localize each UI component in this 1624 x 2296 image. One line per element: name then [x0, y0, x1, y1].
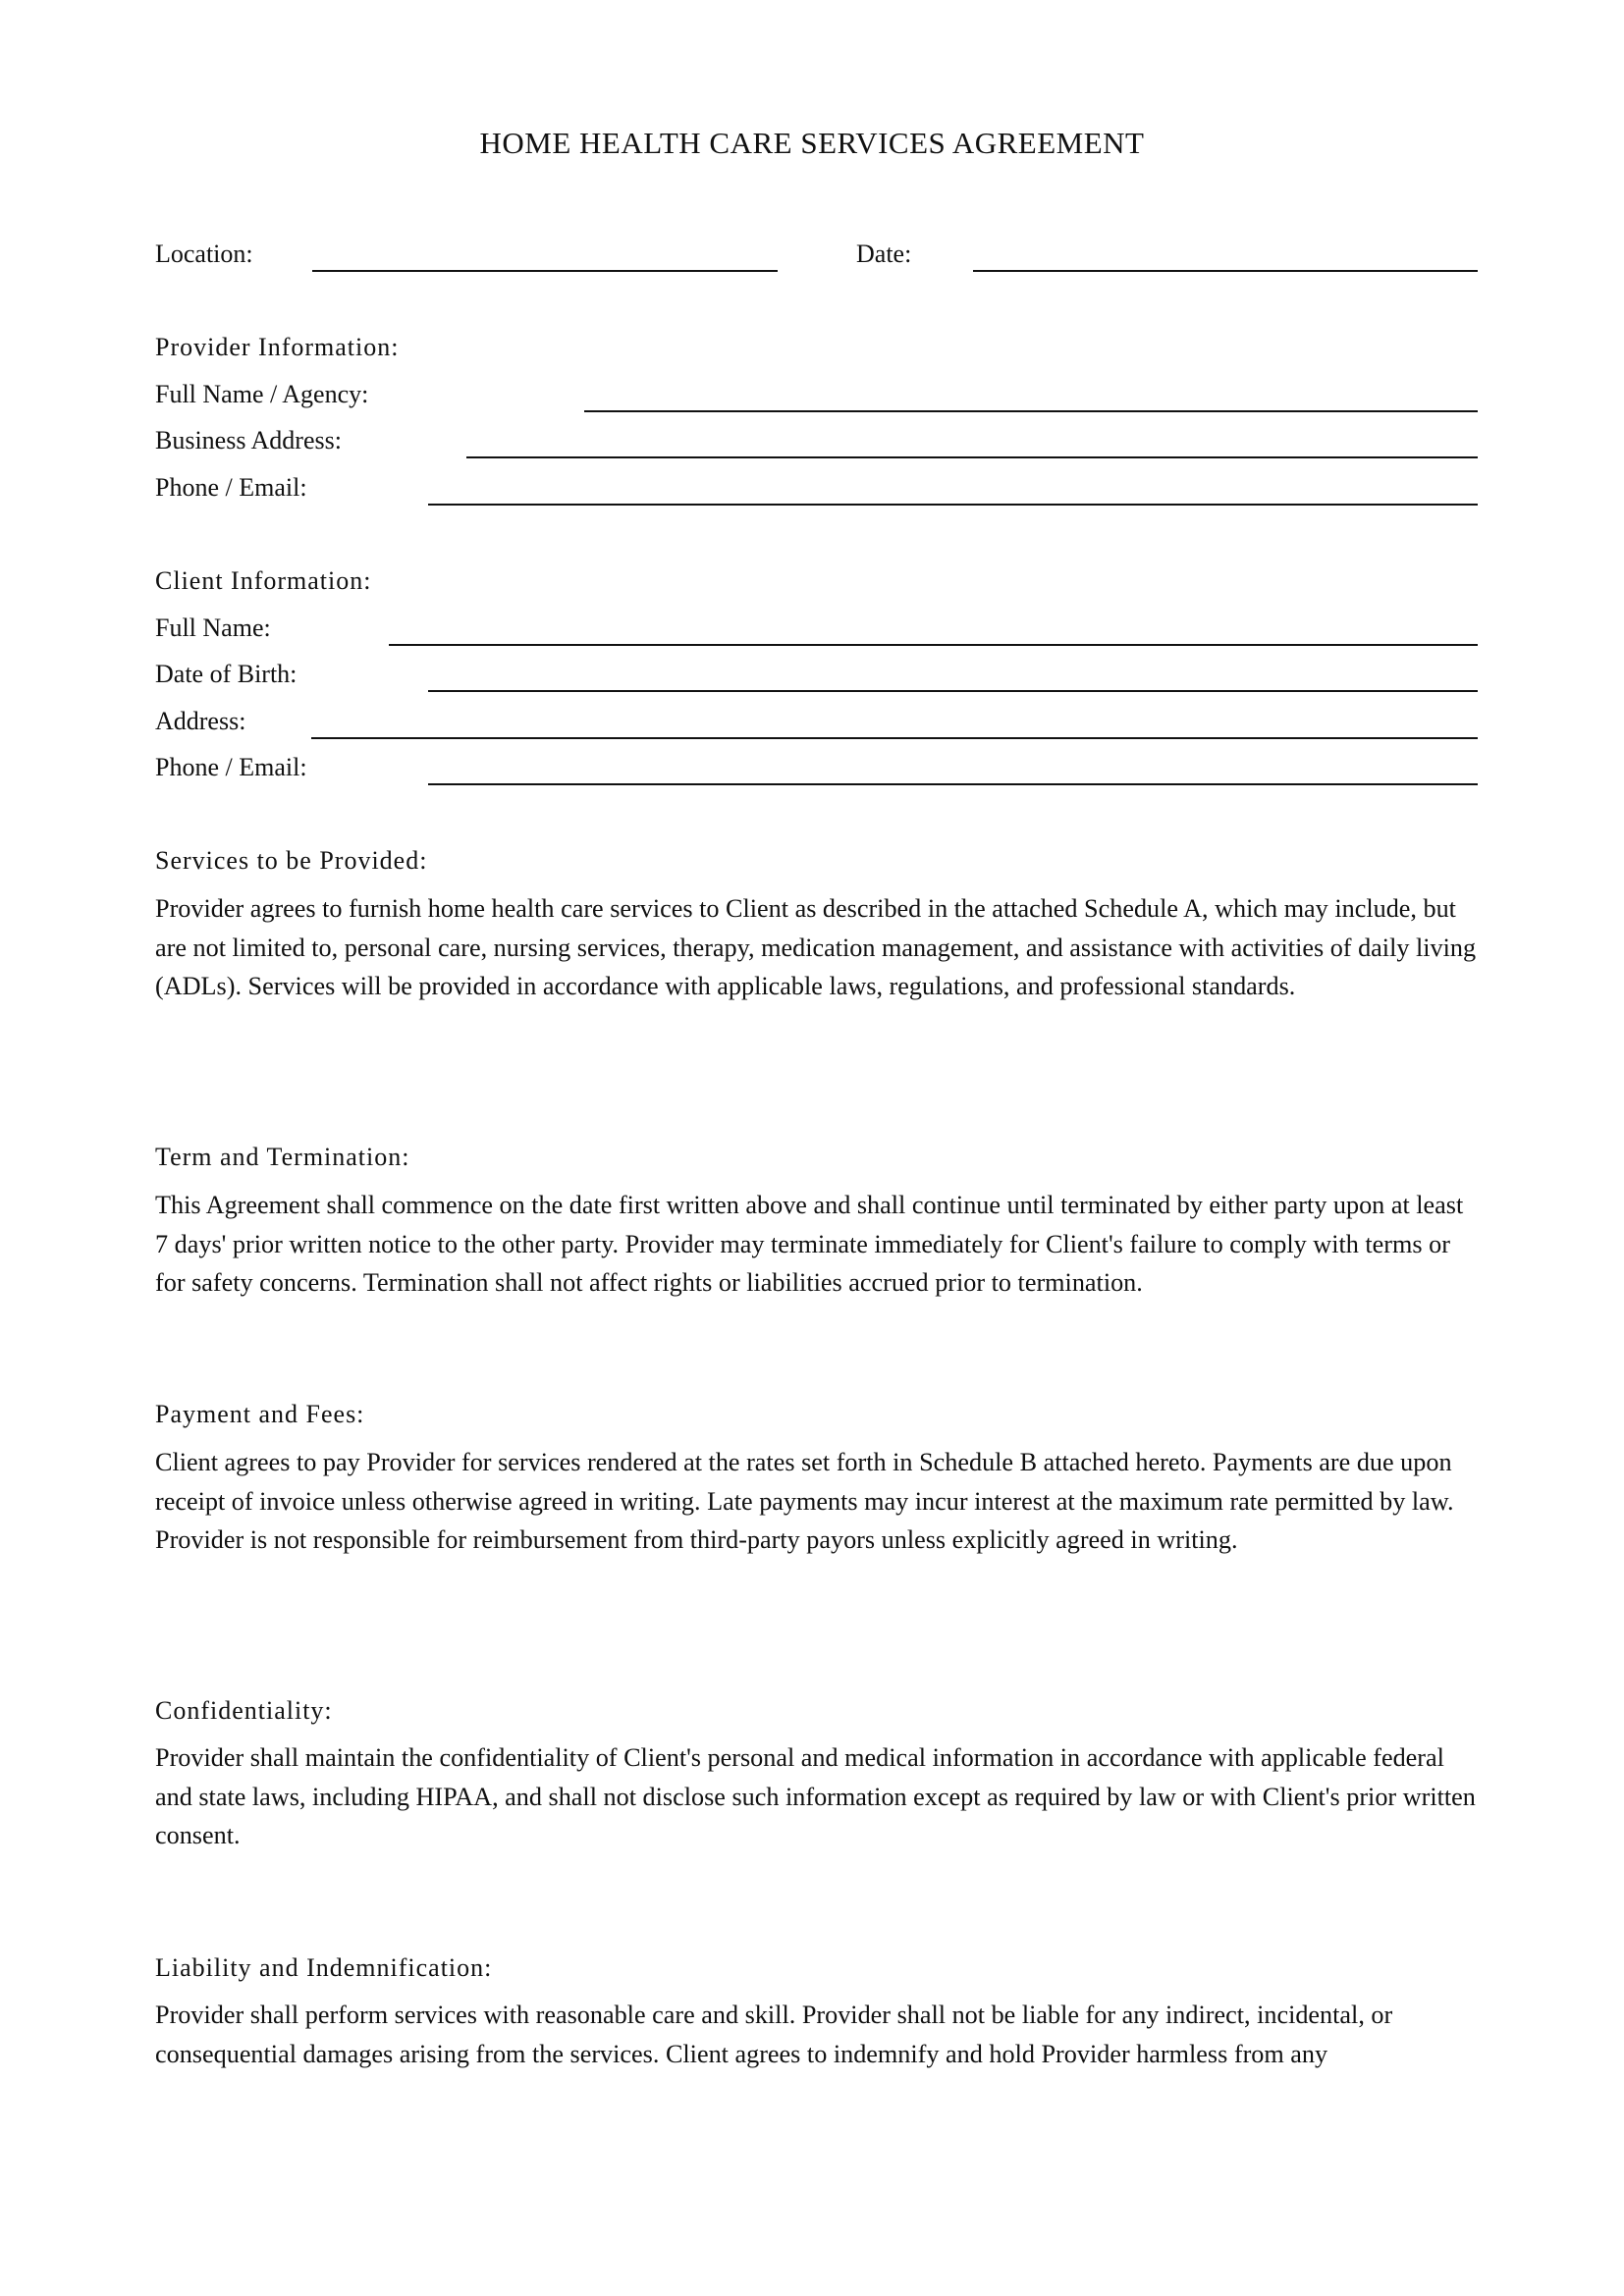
client-dob-field[interactable]	[428, 690, 1478, 692]
provider-name-label: Full Name / Agency:	[155, 380, 369, 408]
confidentiality-heading: Confidentiality:	[155, 1696, 333, 1725]
client-name-field[interactable]	[389, 644, 1478, 646]
term-paragraph: This Agreement shall commence on the date first written above and shall continue until terminated by either party upon at least 7 days' prior written notice to the other party. Provider may terminate immediately for Client's failure to comply with terms or for safety concerns. Termination shall not affect rights or liabilities accrued prior to termination.	[155, 1191, 1464, 1297]
date-field[interactable]	[973, 270, 1478, 272]
client-address-label: Address:	[155, 707, 246, 735]
location-field[interactable]	[312, 270, 778, 272]
provider-info-heading: Provider Information:	[155, 333, 400, 361]
client-dob-label: Date of Birth:	[155, 660, 298, 688]
payment-heading: Payment and Fees:	[155, 1400, 365, 1428]
provider-contact-field[interactable]	[428, 504, 1478, 506]
location-label: Location:	[155, 240, 253, 268]
liability-paragraph: Provider shall perform services with reasonable care and skill. Provider shall not be liable for any indirect, incidental, or consequential damages arising from the services. Client agrees to indemnify and hold Provider harmless from any	[155, 2001, 1393, 2068]
provider-contact-label: Phone / Email:	[155, 473, 307, 502]
provider-address-label: Business Address:	[155, 426, 342, 454]
date-label: Date:	[856, 240, 912, 268]
document-title: HOME HEALTH CARE SERVICES AGREEMENT	[479, 126, 1145, 160]
client-name-label: Full Name:	[155, 614, 271, 642]
term-heading: Term and Termination:	[155, 1143, 410, 1171]
client-contact-label: Phone / Email:	[155, 753, 307, 781]
confidentiality-paragraph: Provider shall maintain the confidentiality of Client's personal and medical information in accordance with applicable federal and state laws, including HIPAA, and shall not disclose such information except as required by law or with Client's prior written consent.	[155, 1743, 1476, 1849]
services-paragraph: Provider agrees to furnish home health care services to Client as described in the attached Schedule A, which may include, but are not limited to, personal care, nursing services, therapy, medication management, and assistance with activities of daily living (ADLs). Services will be provided in accordance with applicable laws, regulations, and professional standards.	[155, 894, 1477, 1000]
payment-paragraph: Client agrees to pay Provider for services rendered at the rates set forth in Schedule B attached hereto. Payments are due upon receipt of invoice unless otherwise agreed in writing. Late payments may incur interest at the maximum rate permitted by law. Provider is not responsible for reimbursement from third-party payors unless explicitly agreed in writing.	[155, 1448, 1454, 1554]
services-heading: Services to be Provided:	[155, 846, 428, 875]
client-info-heading: Client Information:	[155, 566, 372, 595]
client-contact-field[interactable]	[428, 783, 1478, 785]
liability-heading: Liability and Indemnification:	[155, 1953, 493, 1982]
provider-name-field[interactable]	[584, 410, 1478, 412]
provider-address-field[interactable]	[466, 456, 1478, 458]
client-address-field[interactable]	[311, 737, 1478, 739]
